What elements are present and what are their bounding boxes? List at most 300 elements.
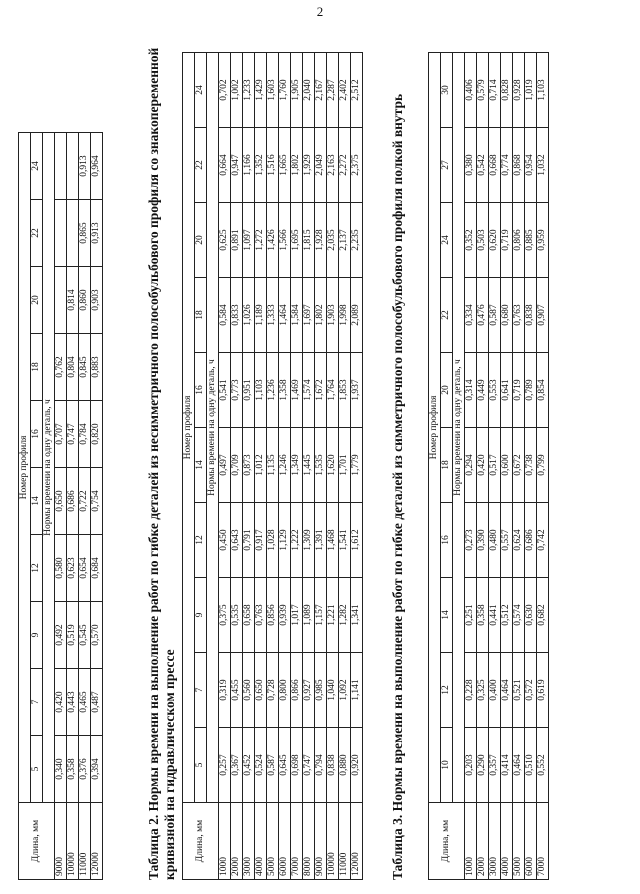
value-cell: 0,784 <box>79 401 91 468</box>
value-cell: 1,092 <box>339 653 351 728</box>
profile-number: 12 <box>441 653 453 728</box>
length-cell: 1000 <box>219 803 231 880</box>
value-cell: 1,760 <box>279 53 291 128</box>
value-cell: 0,228 <box>465 653 477 728</box>
value-cell: 0,580 <box>55 535 67 602</box>
value-cell: 0,552 <box>537 728 549 803</box>
value-cell: 0,314 <box>465 353 477 428</box>
value-cell: 0,380 <box>465 128 477 203</box>
value-cell: 1,017 <box>291 578 303 653</box>
value-cell: 0,891 <box>231 203 243 278</box>
value-cell: 0,492 <box>55 602 67 669</box>
value-cell <box>67 133 79 200</box>
value-cell: 0,873 <box>243 428 255 503</box>
length-cell: 9000 <box>315 803 327 880</box>
value-cell: 0,686 <box>525 503 537 578</box>
value-cell: 0,903 <box>91 267 103 334</box>
length-cell: 2000 <box>231 803 243 880</box>
table-row <box>67 133 79 880</box>
value-cell: 0,833 <box>231 278 243 353</box>
table-row <box>231 53 243 880</box>
value-cell: 0,464 <box>513 728 525 803</box>
value-cell: 1,157 <box>315 578 327 653</box>
value-cell: 0,334 <box>465 278 477 353</box>
table-row <box>267 53 279 880</box>
value-cell: 0,866 <box>291 653 303 728</box>
value-cell: 0,799 <box>537 428 549 503</box>
value-cell: 0,754 <box>91 468 103 535</box>
value-cell: 0,883 <box>91 334 103 401</box>
value-cell: 1,779 <box>351 428 363 503</box>
table3 <box>428 52 549 880</box>
table2-block <box>182 52 363 880</box>
value-cell: 0,927 <box>303 653 315 728</box>
value-cell: 0,838 <box>525 278 537 353</box>
value-cell: 0,880 <box>339 728 351 803</box>
table-row <box>351 53 363 880</box>
value-cell: 0,290 <box>477 728 489 803</box>
profile-number: 24 <box>195 53 207 128</box>
value-cell: 0,654 <box>79 535 91 602</box>
value-cell: 0,376 <box>79 736 91 803</box>
value-cell: 2,512 <box>351 53 363 128</box>
value-cell: 2,089 <box>351 278 363 353</box>
table-row <box>513 53 525 880</box>
norm-header: Нормы времени на одну деталь, ч <box>43 133 55 803</box>
value-cell: 0,390 <box>477 503 489 578</box>
value-cell: 2,035 <box>327 203 339 278</box>
value-cell: 0,524 <box>255 728 267 803</box>
profile-number: 16 <box>31 401 43 468</box>
length-cell: 10000 <box>67 803 79 880</box>
value-cell: 0,917 <box>255 503 267 578</box>
value-cell: 0,806 <box>513 203 525 278</box>
value-cell: 0,728 <box>267 653 279 728</box>
length-cell: 11000 <box>79 803 91 880</box>
value-cell: 0,570 <box>91 602 103 669</box>
value-cell: 0,519 <box>67 602 79 669</box>
value-cell: 1,391 <box>315 503 327 578</box>
table-row <box>327 53 339 880</box>
value-cell: 0,682 <box>537 578 549 653</box>
value-cell: 1,929 <box>303 128 315 203</box>
value-cell: 1,566 <box>279 203 291 278</box>
rotated-sheet <box>10 10 630 880</box>
value-cell: 0,714 <box>489 53 501 128</box>
length-cell: 5000 <box>267 803 279 880</box>
table1-continuation <box>18 132 103 880</box>
profile-number: 22 <box>195 128 207 203</box>
length-cell: 6000 <box>525 803 537 880</box>
value-cell: 0,794 <box>315 728 327 803</box>
page-number: 2 <box>316 4 324 19</box>
value-cell: 0,650 <box>255 653 267 728</box>
value-cell: 0,686 <box>67 468 79 535</box>
value-cell: 1,620 <box>327 428 339 503</box>
table2 <box>182 52 363 880</box>
value-cell: 1,097 <box>243 203 255 278</box>
profile-number: 7 <box>31 669 43 736</box>
value-cell: 0,774 <box>501 128 513 203</box>
profile-number: 18 <box>31 334 43 401</box>
value-cell: 1,672 <box>315 353 327 428</box>
length-cell: 11000 <box>339 803 351 880</box>
value-cell: 0,920 <box>351 728 363 803</box>
profile-header: Номер профиля <box>183 53 195 803</box>
table-row <box>465 53 477 880</box>
value-cell: 1,246 <box>279 428 291 503</box>
value-cell: 0,487 <box>91 669 103 736</box>
value-cell: 1,998 <box>339 278 351 353</box>
value-cell: 0,789 <box>525 353 537 428</box>
length-cell: 5000 <box>513 803 525 880</box>
table-row <box>279 53 291 880</box>
value-cell: 0,357 <box>489 728 501 803</box>
value-cell: 1,612 <box>351 503 363 578</box>
value-cell: 0,763 <box>513 278 525 353</box>
value-cell: 1,352 <box>255 128 267 203</box>
value-cell: 0,820 <box>91 401 103 468</box>
value-cell: 0,658 <box>243 578 255 653</box>
table-row <box>91 133 103 880</box>
value-cell: 0,913 <box>91 200 103 267</box>
value-cell: 0,600 <box>501 428 513 503</box>
value-cell: 2,049 <box>315 128 327 203</box>
value-cell: 0,455 <box>231 653 243 728</box>
value-cell: 1,701 <box>339 428 351 503</box>
value-cell: 0,804 <box>67 334 79 401</box>
table-row <box>489 53 501 880</box>
value-cell: 0,480 <box>489 503 501 578</box>
value-cell: 1,129 <box>279 503 291 578</box>
value-cell: 1,012 <box>255 428 267 503</box>
table-row <box>525 53 537 880</box>
value-cell: 1,541 <box>339 503 351 578</box>
value-cell: 0,367 <box>231 728 243 803</box>
value-cell: 0,510 <box>525 728 537 803</box>
profile-number: 14 <box>195 428 207 503</box>
length-header: Длина, мм <box>429 803 465 880</box>
value-cell: 0,885 <box>525 203 537 278</box>
value-cell: 0,747 <box>67 401 79 468</box>
value-cell: 0,624 <box>513 503 525 578</box>
value-cell: 0,719 <box>501 203 513 278</box>
value-cell: 0,464 <box>501 653 513 728</box>
value-cell: 0,545 <box>79 602 91 669</box>
profile-number: 24 <box>31 133 43 200</box>
value-cell: 0,476 <box>477 278 489 353</box>
value-cell: 1,695 <box>291 203 303 278</box>
value-cell: 2,402 <box>339 53 351 128</box>
value-cell: 0,541 <box>219 353 231 428</box>
profile-header: Номер профиля <box>429 53 441 803</box>
value-cell: 0,645 <box>279 728 291 803</box>
value-cell: 0,465 <box>79 669 91 736</box>
value-cell: 0,579 <box>477 53 489 128</box>
value-cell: 0,672 <box>513 428 525 503</box>
value-cell: 1,032 <box>537 128 549 203</box>
value-cell: 1,233 <box>243 53 255 128</box>
table-row <box>339 53 351 880</box>
value-cell: 0,643 <box>231 503 243 578</box>
value-cell: 1,103 <box>537 53 549 128</box>
value-cell: 1,445 <box>303 428 315 503</box>
value-cell: 1,665 <box>279 128 291 203</box>
profile-number: 24 <box>441 203 453 278</box>
value-cell: 0,497 <box>219 428 231 503</box>
value-cell <box>55 267 67 334</box>
profile-number: 16 <box>441 503 453 578</box>
value-cell: 1,764 <box>327 353 339 428</box>
table-row <box>537 53 549 880</box>
value-cell: 0,375 <box>219 578 231 653</box>
value-cell: 0,709 <box>231 428 243 503</box>
length-header: Длина, мм <box>183 803 219 880</box>
value-cell: 1,236 <box>267 353 279 428</box>
table-row <box>303 53 315 880</box>
length-cell: 4000 <box>501 803 513 880</box>
value-cell: 0,680 <box>501 278 513 353</box>
length-header: Длина, мм <box>19 803 55 880</box>
value-cell: 0,630 <box>525 578 537 653</box>
table-row <box>315 53 327 880</box>
table1 <box>18 132 103 880</box>
value-cell: 1,002 <box>231 53 243 128</box>
value-cell: 0,747 <box>303 728 315 803</box>
value-cell: 0,503 <box>477 203 489 278</box>
value-cell: 0,868 <box>513 128 525 203</box>
value-cell: 1,903 <box>327 278 339 353</box>
value-cell: 0,203 <box>465 728 477 803</box>
profile-number: 9 <box>31 602 43 669</box>
profile-number: 20 <box>441 353 453 428</box>
value-cell: 1,028 <box>267 503 279 578</box>
value-cell: 0,352 <box>465 203 477 278</box>
value-cell: 1,341 <box>351 578 363 653</box>
profile-number: 5 <box>31 736 43 803</box>
value-cell: 0,907 <box>537 278 549 353</box>
table3-block <box>428 52 549 880</box>
value-cell: 1,040 <box>327 653 339 728</box>
value-cell: 0,845 <box>79 334 91 401</box>
value-cell: 1,468 <box>327 503 339 578</box>
value-cell: 1,802 <box>315 278 327 353</box>
value-cell: 1,309 <box>303 503 315 578</box>
value-cell: 0,623 <box>67 535 79 602</box>
value-cell: 0,838 <box>327 728 339 803</box>
table-row <box>501 53 513 880</box>
value-cell: 0,763 <box>255 578 267 653</box>
profile-header: Номер профиля <box>19 133 31 803</box>
value-cell: 1,464 <box>279 278 291 353</box>
profile-number: 20 <box>31 267 43 334</box>
value-cell: 0,452 <box>243 728 255 803</box>
length-cell: 2000 <box>477 803 489 880</box>
profile-number: 18 <box>441 428 453 503</box>
value-cell: 1,222 <box>291 503 303 578</box>
value-cell: 0,722 <box>79 468 91 535</box>
value-cell: 0,684 <box>91 535 103 602</box>
value-cell: 0,542 <box>477 128 489 203</box>
profile-number: 16 <box>195 353 207 428</box>
value-cell: 0,420 <box>477 428 489 503</box>
value-cell: 1,905 <box>291 53 303 128</box>
value-cell: 2,167 <box>315 53 327 128</box>
length-cell: 7000 <box>291 803 303 880</box>
value-cell: 2,163 <box>327 128 339 203</box>
length-cell: 3000 <box>489 803 501 880</box>
profile-number: 22 <box>441 278 453 353</box>
table-row <box>79 133 91 880</box>
value-cell: 1,103 <box>255 353 267 428</box>
value-cell: 0,702 <box>219 53 231 128</box>
value-cell: 0,668 <box>489 128 501 203</box>
value-cell: 2,287 <box>327 53 339 128</box>
value-cell: 0,450 <box>219 503 231 578</box>
value-cell: 1,019 <box>525 53 537 128</box>
value-cell: 0,650 <box>55 468 67 535</box>
value-cell: 1,272 <box>255 203 267 278</box>
value-cell: 0,394 <box>91 736 103 803</box>
value-cell: 0,865 <box>79 200 91 267</box>
value-cell: 0,294 <box>465 428 477 503</box>
value-cell: 2,375 <box>351 128 363 203</box>
value-cell: 0,664 <box>219 128 231 203</box>
value-cell: 0,928 <box>513 53 525 128</box>
table-row <box>477 53 489 880</box>
value-cell: 1,697 <box>303 278 315 353</box>
value-cell: 0,358 <box>67 736 79 803</box>
value-cell: 1,282 <box>339 578 351 653</box>
profile-number: 5 <box>195 728 207 803</box>
value-cell: 0,619 <box>537 653 549 728</box>
length-cell: 12000 <box>91 803 103 880</box>
value-cell: 1,221 <box>327 578 339 653</box>
length-cell: 3000 <box>243 803 255 880</box>
profile-number: 12 <box>195 503 207 578</box>
value-cell: 1,574 <box>303 353 315 428</box>
value-cell: 1,349 <box>291 428 303 503</box>
table-row <box>219 53 231 880</box>
value-cell: 0,535 <box>231 578 243 653</box>
value-cell: 0,420 <box>55 669 67 736</box>
value-cell: 0,719 <box>513 353 525 428</box>
profile-number: 7 <box>195 653 207 728</box>
value-cell <box>55 133 67 200</box>
value-cell: 1,802 <box>291 128 303 203</box>
value-cell: 0,406 <box>465 53 477 128</box>
value-cell: 0,257 <box>219 728 231 803</box>
table3-caption: Таблица 3. Нормы времени на выполнение работ по гибке деталей из симметричного полособульбового профиля полкой внутрь <box>390 93 405 880</box>
norm-header: Нормы времени на одну деталь, ч <box>207 53 219 803</box>
value-cell: 1,426 <box>267 203 279 278</box>
value-cell: 0,620 <box>489 203 501 278</box>
value-cell: 1,026 <box>243 278 255 353</box>
profile-number: 9 <box>195 578 207 653</box>
value-cell: 0,517 <box>489 428 501 503</box>
value-cell: 0,441 <box>489 578 501 653</box>
value-cell: 0,964 <box>91 133 103 200</box>
value-cell: 2,235 <box>351 203 363 278</box>
value-cell: 0,273 <box>465 503 477 578</box>
profile-number: 10 <box>441 728 453 803</box>
profile-number: 12 <box>31 535 43 602</box>
value-cell: 0,800 <box>279 653 291 728</box>
value-cell: 0,854 <box>537 353 549 428</box>
value-cell: 1,333 <box>267 278 279 353</box>
value-cell: 0,449 <box>477 353 489 428</box>
value-cell: 0,557 <box>501 503 513 578</box>
value-cell: 0,856 <box>267 578 279 653</box>
value-cell: 0,414 <box>501 728 513 803</box>
value-cell: 0,641 <box>501 353 513 428</box>
value-cell: 1,135 <box>267 428 279 503</box>
value-cell: 0,443 <box>67 669 79 736</box>
value-cell: 0,587 <box>489 278 501 353</box>
value-cell: 0,951 <box>243 353 255 428</box>
value-cell: 0,512 <box>501 578 513 653</box>
length-cell: 12000 <box>351 803 363 880</box>
value-cell: 0,325 <box>477 653 489 728</box>
value-cell: 0,939 <box>279 578 291 653</box>
value-cell: 0,828 <box>501 53 513 128</box>
profile-number: 14 <box>441 578 453 653</box>
value-cell: 0,251 <box>465 578 477 653</box>
value-cell: 0,584 <box>219 278 231 353</box>
value-cell: 1,429 <box>255 53 267 128</box>
length-cell: 4000 <box>255 803 267 880</box>
value-cell: 1,141 <box>351 653 363 728</box>
profile-number: 18 <box>195 278 207 353</box>
value-cell: 0,521 <box>513 653 525 728</box>
value-cell: 2,272 <box>339 128 351 203</box>
value-cell: 0,553 <box>489 353 501 428</box>
table-row <box>291 53 303 880</box>
length-cell: 9000 <box>55 803 67 880</box>
table-row <box>255 53 267 880</box>
value-cell: 2,137 <box>339 203 351 278</box>
length-cell: 1000 <box>465 803 477 880</box>
profile-number: 27 <box>441 128 453 203</box>
value-cell: 0,319 <box>219 653 231 728</box>
value-cell: 1,535 <box>315 428 327 503</box>
value-cell: 1,089 <box>303 578 315 653</box>
length-cell: 8000 <box>303 803 315 880</box>
value-cell: 0,742 <box>537 503 549 578</box>
value-cell: 0,947 <box>231 128 243 203</box>
value-cell: 0,560 <box>243 653 255 728</box>
profile-number: 20 <box>195 203 207 278</box>
value-cell: 0,574 <box>513 578 525 653</box>
table-row <box>55 133 67 880</box>
value-cell: 1,815 <box>303 203 315 278</box>
value-cell: 0,572 <box>525 653 537 728</box>
value-cell: 0,814 <box>67 267 79 334</box>
value-cell: 1,603 <box>267 53 279 128</box>
value-cell: 0,707 <box>55 401 67 468</box>
value-cell: 0,773 <box>231 353 243 428</box>
value-cell <box>67 200 79 267</box>
value-cell: 0,959 <box>537 203 549 278</box>
value-cell: 0,625 <box>219 203 231 278</box>
value-cell: 0,762 <box>55 334 67 401</box>
profile-number: 14 <box>31 468 43 535</box>
length-cell: 10000 <box>327 803 339 880</box>
value-cell: 0,400 <box>489 653 501 728</box>
value-cell: 0,738 <box>525 428 537 503</box>
profile-number: 22 <box>31 200 43 267</box>
value-cell <box>55 200 67 267</box>
